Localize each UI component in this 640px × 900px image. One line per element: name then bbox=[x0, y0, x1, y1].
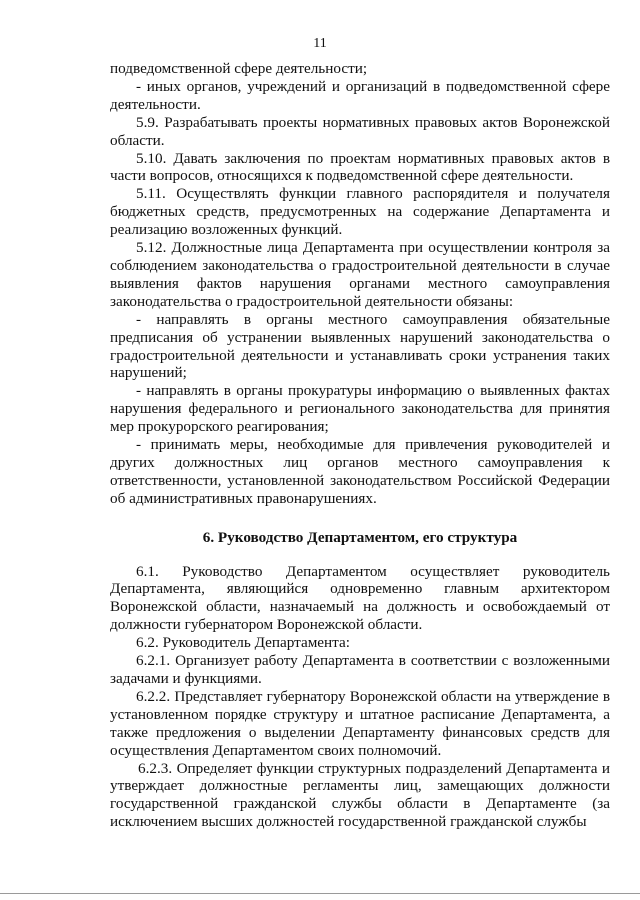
paragraph: - иных органов, учреждений и организаций в подведомственной сфере деятельности. bbox=[110, 77, 610, 113]
page-number: 11 bbox=[313, 36, 327, 51]
paragraph: 5.11. Осуществлять функции главного распорядителя и получателя бюджетных средств, предусмотренных на содержание Департамента и реализацию возложенных функций. bbox=[110, 185, 610, 239]
page-edge-divider bbox=[0, 893, 640, 894]
paragraph: 5.12. Должностные лица Департамента при осуществлении контроля за соблюдением законодательства о градостроительной деятельности в случае выявления фактов нарушения органами местного самоуправления законодательства о градостроительной деятельности обязаны: bbox=[110, 239, 610, 310]
paragraph: 5.10. Давать заключения по проектам нормативных правовых актов в части вопросов, относящихся к подведомственной сфере деятельности. bbox=[110, 149, 610, 185]
document-body bbox=[110, 60, 610, 831]
paragraph: 6.2.2. Представляет губернатору Воронежской области на утверждение в установленном порядке структуру и штатное расписание Департамента, а также предложения о выделении Департаменту финансовых средств для осуществления Департаментом своих полномочий. bbox=[110, 687, 610, 759]
paragraph: - направлять в органы местного самоуправления обязательные предписания об устранении выявленных нарушений законодательства о градостроительной деятельности и устанавливать сроки устранения таких нарушений; bbox=[110, 310, 610, 382]
paragraph: 6.1. Руководство Департаментом осуществляет руководитель Департамента, являющийся одновременно главным архитектором Воронежской области, назначаемый на должность и освобождаемый от должности губернатором Воронежской области. bbox=[110, 562, 610, 634]
paragraph: подведомственной сфере деятельности; bbox=[110, 60, 368, 77]
section-heading: 6. Руководство Департаментом, его структура bbox=[202, 528, 518, 546]
paragraph: - принимать меры, необходимые для привлечения руководителей и других должностных лиц органов местного самоуправления к ответственности, установленной законодательством Российской Федерации об административных правонарушениях. bbox=[110, 436, 610, 507]
paragraph: 6.2.3. Определяет функции структурных подразделений Департамента и утверждает должностные регламенты лиц, замещающих должности государственной гражданской службы области в Департаменте (за исключением высших должностей государственной гражданской службы bbox=[110, 759, 610, 831]
paragraph: 5.9. Разрабатывать проекты нормативных правовых актов Воронежской области. bbox=[110, 113, 610, 149]
paragraph: 6.2.1. Организует работу Департамента в соответствии с возложенными задачами и функциями. bbox=[110, 652, 610, 687]
paragraph: 6.2. Руководитель Департамента: bbox=[136, 634, 350, 652]
paragraph: - направлять в органы прокуратуры информацию о выявленных фактах нарушения федерального и регионального законодательства для принятия мер прокурорского реагирования; bbox=[110, 382, 610, 436]
